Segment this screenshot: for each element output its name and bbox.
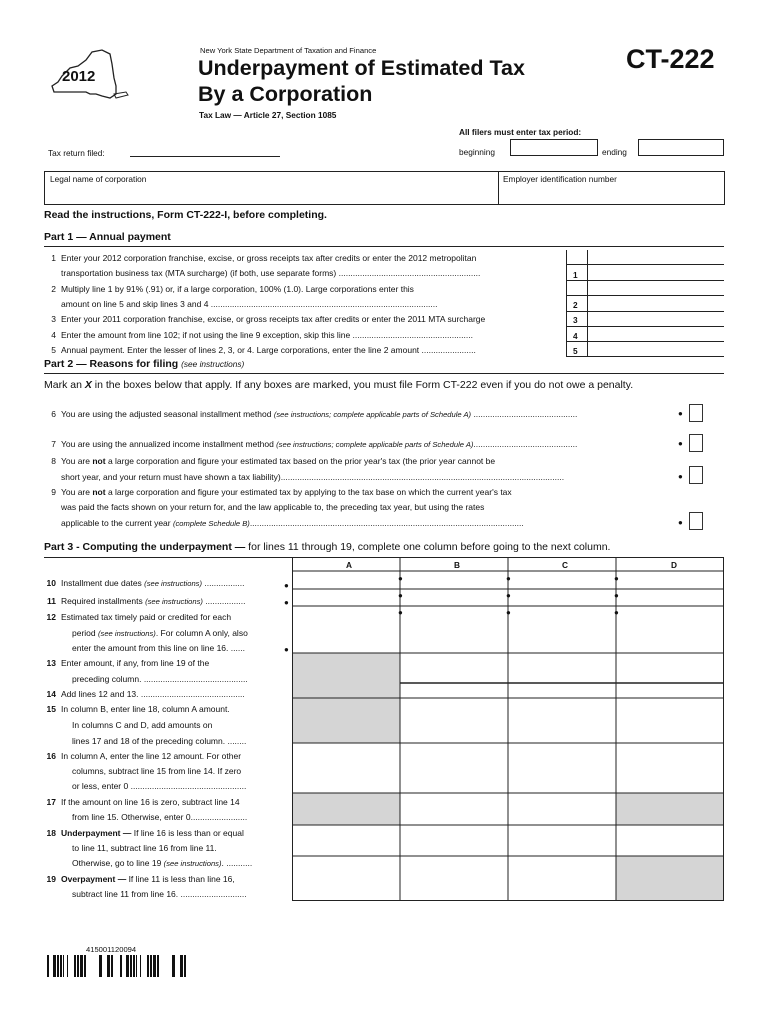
part3-line-10: 10 Installment due dates (see instructions) ................. [46,578,245,588]
part2-line-7: 7 You are using the annualized income installment method (see instructions; complete applicable parts of Schedule A)............................................ [51,439,578,449]
part2-line-6: 6 You are using the adjusted seasonal installment method (see instructions; complete applicable parts of Schedule A) ............................................ [51,409,578,419]
part2-line-8b: short year, and your return must have shown a tax liability)........................................................................................................................ [61,472,565,482]
part3-line-19b: subtract line 11 from line 16. ............................ [72,889,247,899]
tax-return-filed-line[interactable] [130,156,280,157]
part3-line-11: 11 Required installments (see instructions) ................. [47,596,246,606]
checkbox-line-6[interactable] [689,404,703,422]
checkbox-line-8[interactable] [689,466,703,484]
part1-box-num-3: 3 [573,315,578,325]
part1-box-num-1: 1 [573,270,578,280]
part2-line-9c: applicable to the current year (complete Schedule B).................................................................................................................... [61,518,524,528]
instructions-note: Read the instructions, Form CT-222-I, before completing. [44,209,327,221]
part1-line-1b: transportation business tax (MTA surcharge) (if both, use separate forms) ............................................................ [61,268,481,278]
part3-line-18a: 18 Underpayment — If line 16 is less than or equal [46,828,244,838]
period-ending-field[interactable] [638,139,724,156]
legal-name-label: Legal name of corporation [50,174,147,184]
period-beginning-field[interactable] [510,139,598,156]
bullet-10-b: ● [398,574,403,583]
part1-rule [44,246,724,247]
part2-title-note: (see instructions) [181,359,245,369]
bullet-11-a: ● [284,598,289,607]
bullet-11-b: ● [398,591,403,600]
column-header-d: D [671,560,677,570]
legal-name-field[interactable] [45,185,497,204]
barcode-number: 415001120094 [86,945,137,954]
bullet-12-c: ● [506,608,511,617]
ending-label: ending [602,147,627,157]
part2-line-8a: 8 You are not a large corporation and figure your estimated tax based on the prior year's tax (the prior year cannot be [51,456,496,466]
checkbox-line-9[interactable] [689,512,703,530]
part3-title-text: Part 3 - Computing the underpayment — [44,541,246,553]
part2-mark-instruction [44,379,633,391]
ein-label: Employer identification number [503,174,617,184]
part1-amount-3[interactable] [587,312,723,326]
part3-line-18b: to line 11, subtract line 16 from line 11. [72,843,217,853]
part1-line-1a: 1 Enter your 2012 corporation franchise, excise, or gross receipts tax after credits or enter the 2012 metropolitan [51,253,477,263]
part2-title [44,358,244,370]
part1-line-2b: amount on line 5 and skip lines 3 and 4 ................................................................................................ [61,299,438,309]
part1-line-4: 4 Enter the amount from line 102; if not using the line 9 exception, skip this line ................................................... [51,330,473,340]
part3-line-12b: period (see instructions). For column A only, also [72,628,248,638]
barcode [44,955,194,977]
form-title-line1: Underpayment of Estimated Tax [198,56,525,80]
part3-title [44,541,610,553]
part1-box-num-5: 5 [573,346,578,356]
bullet-9: ● [678,518,683,527]
part2-rule [44,373,724,374]
part1-amount-1[interactable] [587,265,723,279]
part3-line-16b: columns, subtract line 15 from line 14. If zero [72,766,242,776]
bullet-11-d: ● [614,591,619,600]
part3-line-12c: enter the amount from this line on line 16. ...... [72,643,245,653]
part1-box-num-2: 2 [573,300,578,310]
part2-title-text: Part 2 — Reasons for filing [44,358,179,370]
bullet-11-c: ● [506,591,511,600]
part1-line-3: 3 Enter your 2011 corporation franchise, excise, or gross receipts tax after credits or enter the 2011 MTA surcharge [51,314,486,324]
part3-line-18c: Otherwise, go to line 19 (see instructions). ........... [72,858,253,868]
mark-x: X [84,379,92,391]
part1-box-num-4: 4 [573,331,578,341]
part1-hline-1b [566,280,724,281]
part1-hline-6 [566,356,724,357]
ein-field[interactable] [500,185,722,204]
form-id: CT-222 [626,44,715,74]
part3-line-12a: 12 Estimated tax timely paid or credited for each [46,612,232,622]
part3-line-15b: In columns C and D, add amounts on [72,720,213,730]
bullet-6: ● [678,409,683,418]
part1-amount-5[interactable] [587,342,723,356]
part1-title: Part 1 — Annual payment [44,231,171,243]
part3-line-17b: from line 15. Otherwise, enter 0........................ [72,812,248,822]
mark-post: in the boxes below that apply. If any boxes are marked, you must file Form CT-222 even if you do not owe a penalty. [91,379,634,391]
identification-divider [498,171,499,205]
bullet-10-a: ● [284,581,289,590]
column-header-c: C [562,560,568,570]
tax-law-reference: Tax Law — Article 27, Section 1085 [199,110,337,120]
part3-line-13a: 13 Enter amount, if any, from line 19 of the [46,658,210,668]
tax-period-note: All filers must enter tax period: [459,127,582,137]
part3-line-14: 14 Add lines 12 and 13. ............................................ [46,689,245,699]
bullet-10-c: ● [506,574,511,583]
column-header-b: B [454,560,460,570]
part3-line-15c: lines 17 and 18 of the preceding column. ........ [72,736,247,746]
part2-line-9a: 9 You are not a large corporation and figure your estimated tax by applying to the tax base on which the current year's tax [51,487,512,497]
tax-return-filed-label: Tax return filed: [48,148,105,158]
part3-line-13b: preceding column. ............................................ [72,674,248,684]
bullet-12-d: ● [614,608,619,617]
part1-amount-2[interactable] [587,296,723,310]
part3-line-19a: 19 Overpayment — If line 11 is less than line 16, [46,874,235,884]
mark-pre: Mark an [44,379,85,391]
part3-line-15a: 15 In column B, enter line 18, column A amount. [46,704,230,714]
bullet-10-d: ● [614,574,619,583]
bullet-12-b: ● [398,608,403,617]
part3-line-17a: 17 If the amount on line 16 is zero, subtract line 14 [46,797,240,807]
part3-subtitle: for lines 11 through 19, complete one column before going to the next column. [245,541,611,553]
bullet-7: ● [678,439,683,448]
part2-line-9b: was paid the facts shown on your return for, and the law applicable to, the preceding tax year, but using the rates [61,502,485,512]
department-name: New York State Department of Taxation and Finance [200,46,377,55]
part3-line-16c: or less, enter 0 ................................................. [72,781,247,791]
ny-state-logo [40,46,130,108]
column-header-a: A [346,560,352,570]
part1-amount-4[interactable] [587,327,723,341]
part3-line-16a: 16 In column A, enter the line 12 amount. For other [46,751,242,761]
bullet-8: ● [678,472,683,481]
form-year: 2012 [62,68,96,85]
beginning-label: beginning [459,147,495,157]
bullet-12-a: ● [284,645,289,654]
part1-line-2a: 2 Multiply line 1 by 91% (.91) or, if a large corporation, 100% (1.0). Large corporations enter this [51,284,414,294]
part1-line-5: 5 Annual payment. Enter the lesser of lines 2, 3, or 4. Large corporations, enter the line 2 amount ....................... [51,345,476,355]
checkbox-line-7[interactable] [689,434,703,452]
form-title-line2: By a Corporation [198,82,373,106]
